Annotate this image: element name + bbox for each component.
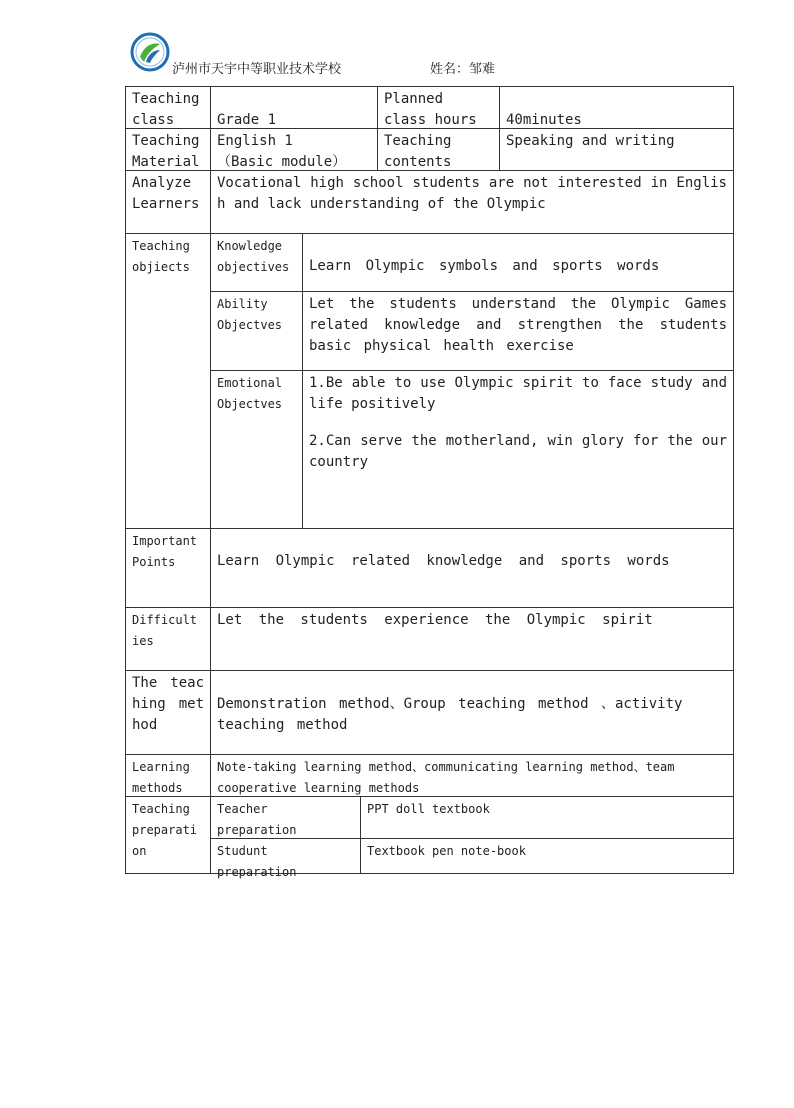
label-teaching-contents: Teaching contents <box>377 129 499 170</box>
value-difficulties: Let the students experience the Olympic spirit <box>210 608 733 670</box>
material-line-2: （Basic module） <box>217 154 347 170</box>
value-teaching-contents: Speaking and writing <box>499 129 733 170</box>
label-planned-hours: Planned class hours <box>377 87 499 128</box>
value-teaching-class: Grade 1 <box>210 87 377 128</box>
value-teaching-method: Demonstration method、Group teaching method 、activity teaching method <box>210 671 733 754</box>
label-difficulties: Difficulties <box>132 613 198 648</box>
knowledge-objectives-row <box>211 234 733 292</box>
row-teaching-preparation <box>126 797 733 879</box>
ability-objectives-row <box>211 292 733 371</box>
emotional-item-1: 1.Be able to use Olympic spirit to face study and life positively <box>309 375 727 412</box>
label-analyze-learners: Analyze Learners <box>132 175 200 212</box>
emotional-objectives-row <box>211 371 733 528</box>
label-important-points: Important Points <box>132 534 198 569</box>
label-teaching-material: Teaching Material <box>132 133 200 170</box>
row-important-points <box>126 529 733 608</box>
preparation-group <box>210 797 733 879</box>
label-teacher-preparation: Teacher preparation <box>217 802 297 837</box>
teacher-preparation-row <box>211 797 733 839</box>
row-teaching-material <box>126 129 733 171</box>
row-teaching-class <box>126 87 733 129</box>
row-difficulties <box>126 608 733 671</box>
row-learning-methods <box>126 755 733 797</box>
lesson-plan-table <box>125 86 734 879</box>
value-knowledge-objectives: Learn Olympic symbols and sports words <box>302 234 733 291</box>
value-teacher-preparation: PPT doll textbook <box>360 797 733 838</box>
value-analyze-learners: Vocational high school students are not interested in English and lack understanding of the Olympic <box>210 171 733 233</box>
school-name: 泸州市天宇中等职业技术学校 <box>172 62 342 77</box>
label-emotional-objectives: Emotional Objectves <box>217 376 283 411</box>
material-line-1: English 1 <box>217 133 293 149</box>
label-student-preparation: Studunt preparation <box>217 844 297 879</box>
label-knowledge-objectives: Knowledge objectives <box>217 239 290 274</box>
value-emotional-objectives <box>302 371 733 528</box>
row-analyze-learners <box>126 171 733 234</box>
label-teaching-method: The teaching method <box>132 675 204 733</box>
value-teaching-material <box>210 129 377 170</box>
label-teaching-preparation: Teaching preparation <box>132 802 198 858</box>
emotional-item-2: 2.Can serve the motherland, win glory for the our country <box>309 433 727 470</box>
student-name: 姓名：邹难 <box>430 62 496 77</box>
value-planned-hours: 40minutes <box>499 87 733 128</box>
row-teaching-method <box>126 671 733 755</box>
value-important-points: Learn Olympic related knowledge and sports words <box>210 529 733 607</box>
label-teaching-objects: Teaching objiects <box>132 239 190 274</box>
objectives-group <box>210 234 733 528</box>
label-teaching-class: Teaching class <box>132 91 200 128</box>
row-teaching-objects <box>126 234 733 529</box>
value-student-preparation: Textbook pen note-book <box>360 839 733 873</box>
label-learning-methods: Learning methods <box>132 760 190 795</box>
student-preparation-row <box>211 839 733 879</box>
page-header <box>130 32 734 76</box>
value-ability-objectives: Let the students understand the Olympic Games related knowledge and strengthen the students basic physical health exercise <box>302 292 733 370</box>
value-learning-methods: Note-taking learning method、communicating learning method、team cooperative learning methods <box>210 755 733 796</box>
school-logo-icon <box>130 32 170 72</box>
label-ability-objectives: Ability Objectves <box>217 297 283 332</box>
